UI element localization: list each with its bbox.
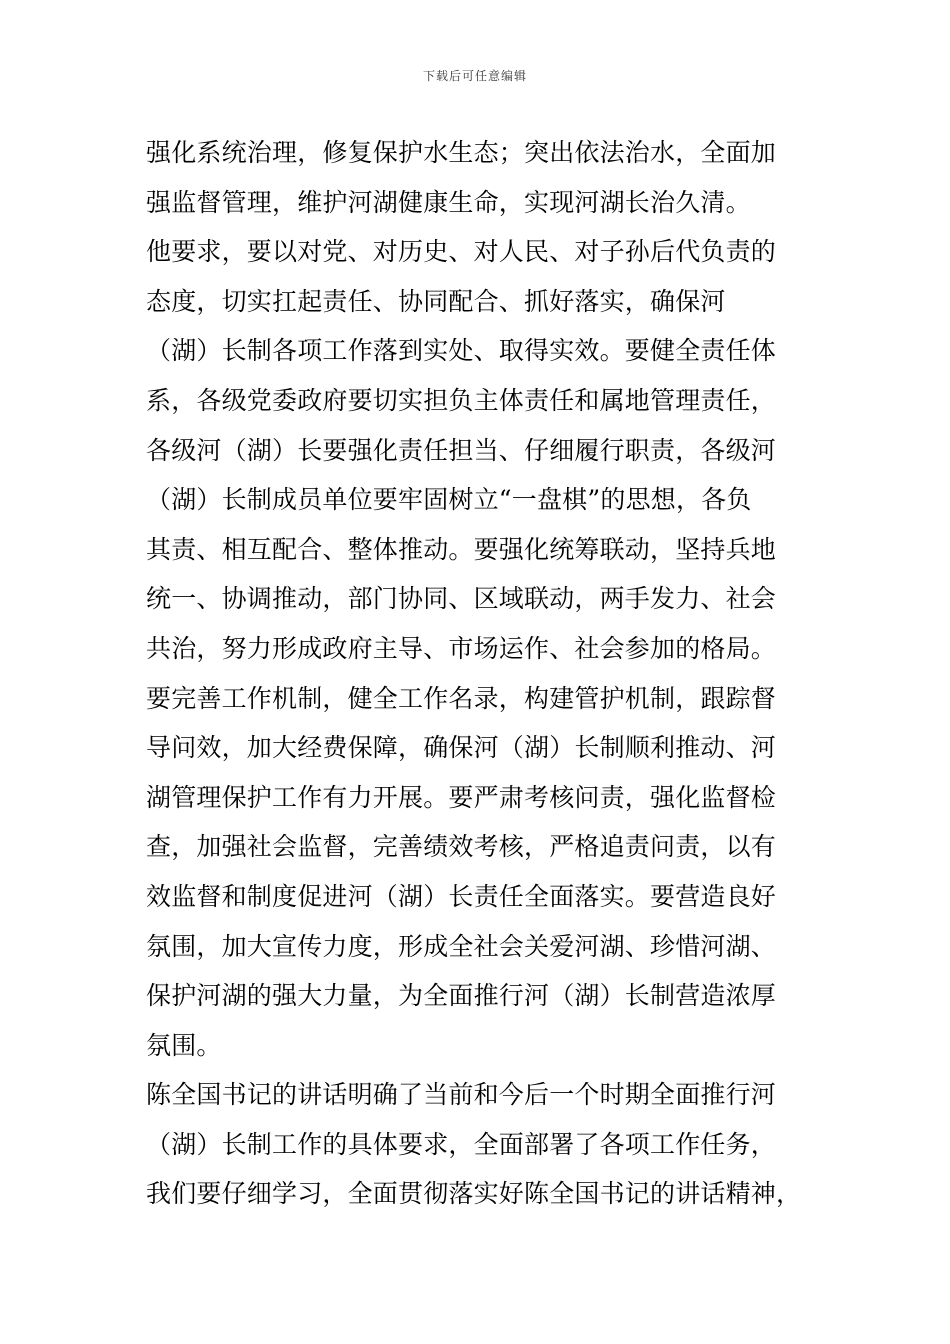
document-body	[146, 128, 802, 1219]
text-line: 湖管理保护工作有力开展。要严肃考核问责，强化监督检	[146, 782, 777, 812]
text-line: 强监督管理，维护河湖健康生命，实现河湖长治久清。	[146, 187, 751, 217]
text-line: （湖）长制成员单位要牢固树立“一盘棋”的思想，各负	[146, 485, 752, 515]
text-line: 效监督和制度促进河（湖）长责任全面落实。要营造良好	[146, 881, 777, 911]
header-note: 下载后可任意编辑	[422, 69, 527, 83]
text-line: 我们要仔细学习，全面贯彻落实好陈全国书记的讲话精神，	[146, 1179, 802, 1209]
text-line: 陈全国书记的讲话明确了当前和今后一个时期全面推行河	[146, 1080, 777, 1110]
text-line: 其责、相互配合、整体推动。要强化统筹联动，坚持兵地	[146, 534, 777, 564]
text-line: 各级河（湖）长要强化责任担当、仔细履行职责，各级河	[146, 435, 777, 465]
text-line: 要完善工作机制，健全工作名录，构建管护机制，跟踪督	[146, 683, 777, 713]
text-line: （湖）长制工作的具体要求，全面部署了各项工作任务，	[146, 1129, 777, 1159]
text-line: 导问效，加大经费保障，确保河（湖）长制顺利推动、河	[146, 733, 777, 763]
text-line: 态度，切实扛起责任、协同配合、抓好落实，确保河	[146, 286, 726, 316]
text-line: 氛围。	[146, 1030, 222, 1060]
text-line: 统一、协调推动，部门协同、区域联动，两手发力、社会	[146, 584, 777, 614]
text-line: 氛围，加大宣传力度，形成全社会关爱河湖、珍惜河湖、	[146, 931, 777, 961]
text-line: 保护河湖的强大力量，为全面推行河（湖）长制营造浓厚	[146, 981, 777, 1011]
text-line: 系，各级党委政府要切实担负主体责任和属地管理责任，	[146, 385, 777, 415]
text-line: （湖）长制各项工作落到实处、取得实效。要健全责任体	[146, 336, 777, 366]
text-line: 他要求，要以对党、对历史、对人民、对子孙后代负责的	[146, 237, 777, 267]
text-line: 强化系统治理，修复保护水生态；突出依法治水，全面加	[146, 138, 777, 167]
text-line: 查，加强社会监督，完善绩效考核，严格追责问责，以有	[146, 832, 777, 862]
text-line: 共治，努力形成政府主导、市场运作、社会参加的格局。	[146, 633, 777, 663]
